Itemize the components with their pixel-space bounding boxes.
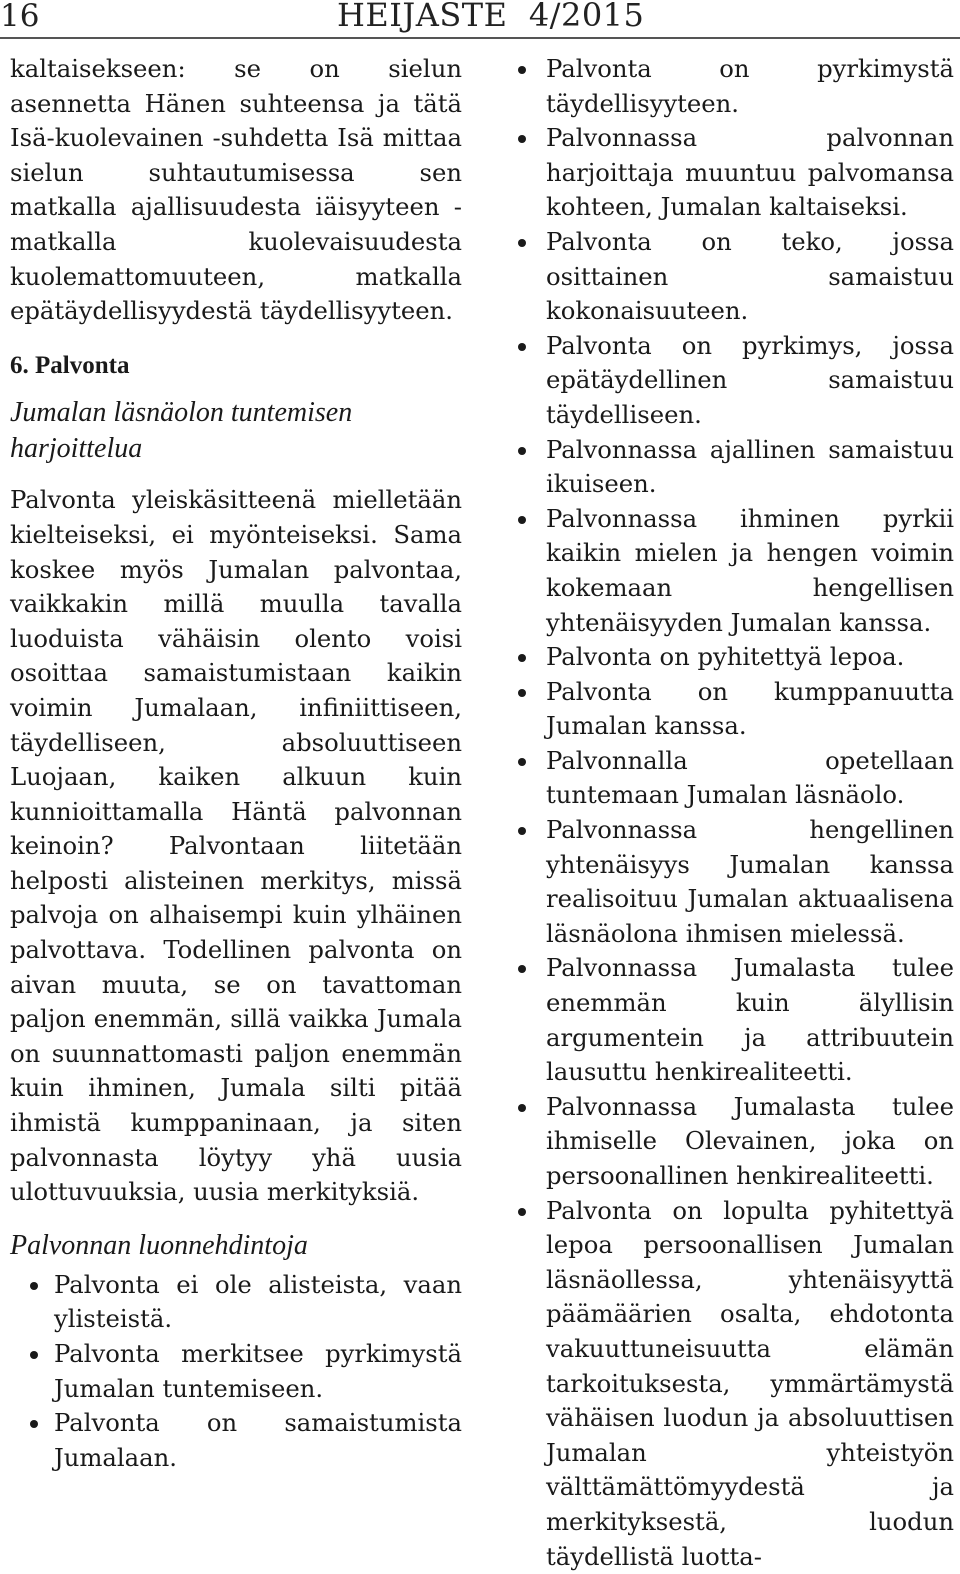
header-rule bbox=[0, 37, 960, 39]
list-item: Palvonnassa Jumalasta tulee ihmiselle Olevainen, joka on persoonallinen henkirealiteetti. bbox=[512, 1090, 954, 1194]
list-item: Palvonnassa Jumalasta tulee enemmän kuin älyllisin argumentein ja attribuutein lausuttu henkirealiteetti. bbox=[512, 951, 954, 1089]
intro-paragraph: kaltaisekseen: se on sielun asennetta Hänen suhteensa ja tätä Isä-kuolevainen -suhdetta Isä mittaa sielun suhtautumisessa sen matkalla ajallisuudesta iäisyyteen - matkalla kuolevaisuudesta kuolemattomuuteen, matkalla epätäydellisyydestä täydellisyyteen. bbox=[10, 54, 462, 326]
section-subtitle: Jumalan läsnäolon tuntemisen harjoittelua bbox=[10, 397, 353, 465]
list-item: Palvonta ei ole alisteista, vaan ylisteistä. bbox=[10, 1268, 462, 1337]
list-item: Palvonta merkitsee pyrkimystä Jumalan tuntemiseen. bbox=[10, 1337, 462, 1406]
body-paragraph: Palvonta yleiskäsitteenä mielletään kielteiseksi, ei myönteiseksi. Sama koskee myös Jumalan palvontaa, vaikkakin millä muulla tavalla luoduista vähäisin olento voisi osoittaa samaistumistaan kaikin voimin Jumalaan, infiniittiseen, täydelliseen, absoluuttiseen Luojaan, kaiken alkuun kuin kunnioittamalla Häntä palvonnan keinoin? Palvontaan liitetään helposti alisteinen merkitys, missä palvoja on alhaisempi kuin ylhäinen palvottava. Todellinen palvonta on aivan muuta, se on tavattoman paljon enemmän, sillä vaikka Jumala on suunnattomasti paljon enemmän kuin ihminen, Jumala silti pitää ihmistä kumppaninaan, ja siten palvonnasta löytyy yhä uusia ulottuvuuksia, uusia merkityksiä. bbox=[10, 485, 462, 1207]
magazine-title: HEIJASTE 4/2015 bbox=[337, 0, 645, 34]
list-item: Palvonta on pyrkimystä täydellisyyteen. bbox=[512, 52, 954, 121]
list-item: Palvonta on kumppanuutta Jumalan kanssa. bbox=[512, 675, 954, 744]
list-item: Palvonta on lopulta pyhitettyä lepoa persoonallisen Jumalan läsnäollessa, yhtenäisyyttä päämäärien osalta, ehdotonta vakuuttuneisuutta elämän tarkoituksesta, ymmärtämystä vähäisen luodun ja absoluuttisen Jumalan yhteistyön välttämättömyydestä ja merkityksestä, luodun täydellistä luotta- bbox=[512, 1194, 954, 1574]
section-title: 6. Palvonta bbox=[10, 351, 130, 379]
right-bullet-list bbox=[512, 52, 954, 1574]
right-column bbox=[512, 52, 954, 1574]
list-item: Palvonnassa hengellinen yhtenäisyys Jumalan kanssa realisoituu Jumalan aktuaalisena läsnäolona ihmisen mielessä. bbox=[512, 813, 954, 951]
list-item: Palvonta on samaistumista Jumalaan. bbox=[10, 1406, 462, 1475]
left-column bbox=[10, 52, 462, 1475]
list-item: Palvonta on pyhitettyä lepoa. bbox=[512, 640, 954, 675]
list-item: Palvonta on pyrkimys, jossa epätäydellinen samaistuu täydelliseen. bbox=[512, 329, 954, 433]
left-bullet-list bbox=[10, 1268, 462, 1476]
list-item: Palvonnassa palvonnan harjoittaja muuntuu palvomansa kohteen, Jumalan kaltaiseksi. bbox=[512, 121, 954, 225]
list-item: Palvonnassa ajallinen samaistuu ikuiseen. bbox=[512, 433, 954, 502]
list-item: Palvonnassa ihminen pyrkii kaikin mielen ja hengen voimin kokemaan hengellisen yhtenäisyyden Jumalan kanssa. bbox=[512, 502, 954, 640]
list-title: Palvonnan luonnehdintoja bbox=[10, 1229, 308, 1261]
list-item: Palvonnalla opetellaan tuntemaan Jumalan läsnäolo. bbox=[512, 744, 954, 813]
page-number: 16 bbox=[0, 0, 40, 34]
list-item: Palvonta on teko, jossa osittainen samaistuu kokonaisuuteen. bbox=[512, 225, 954, 329]
page-header bbox=[0, 0, 960, 40]
